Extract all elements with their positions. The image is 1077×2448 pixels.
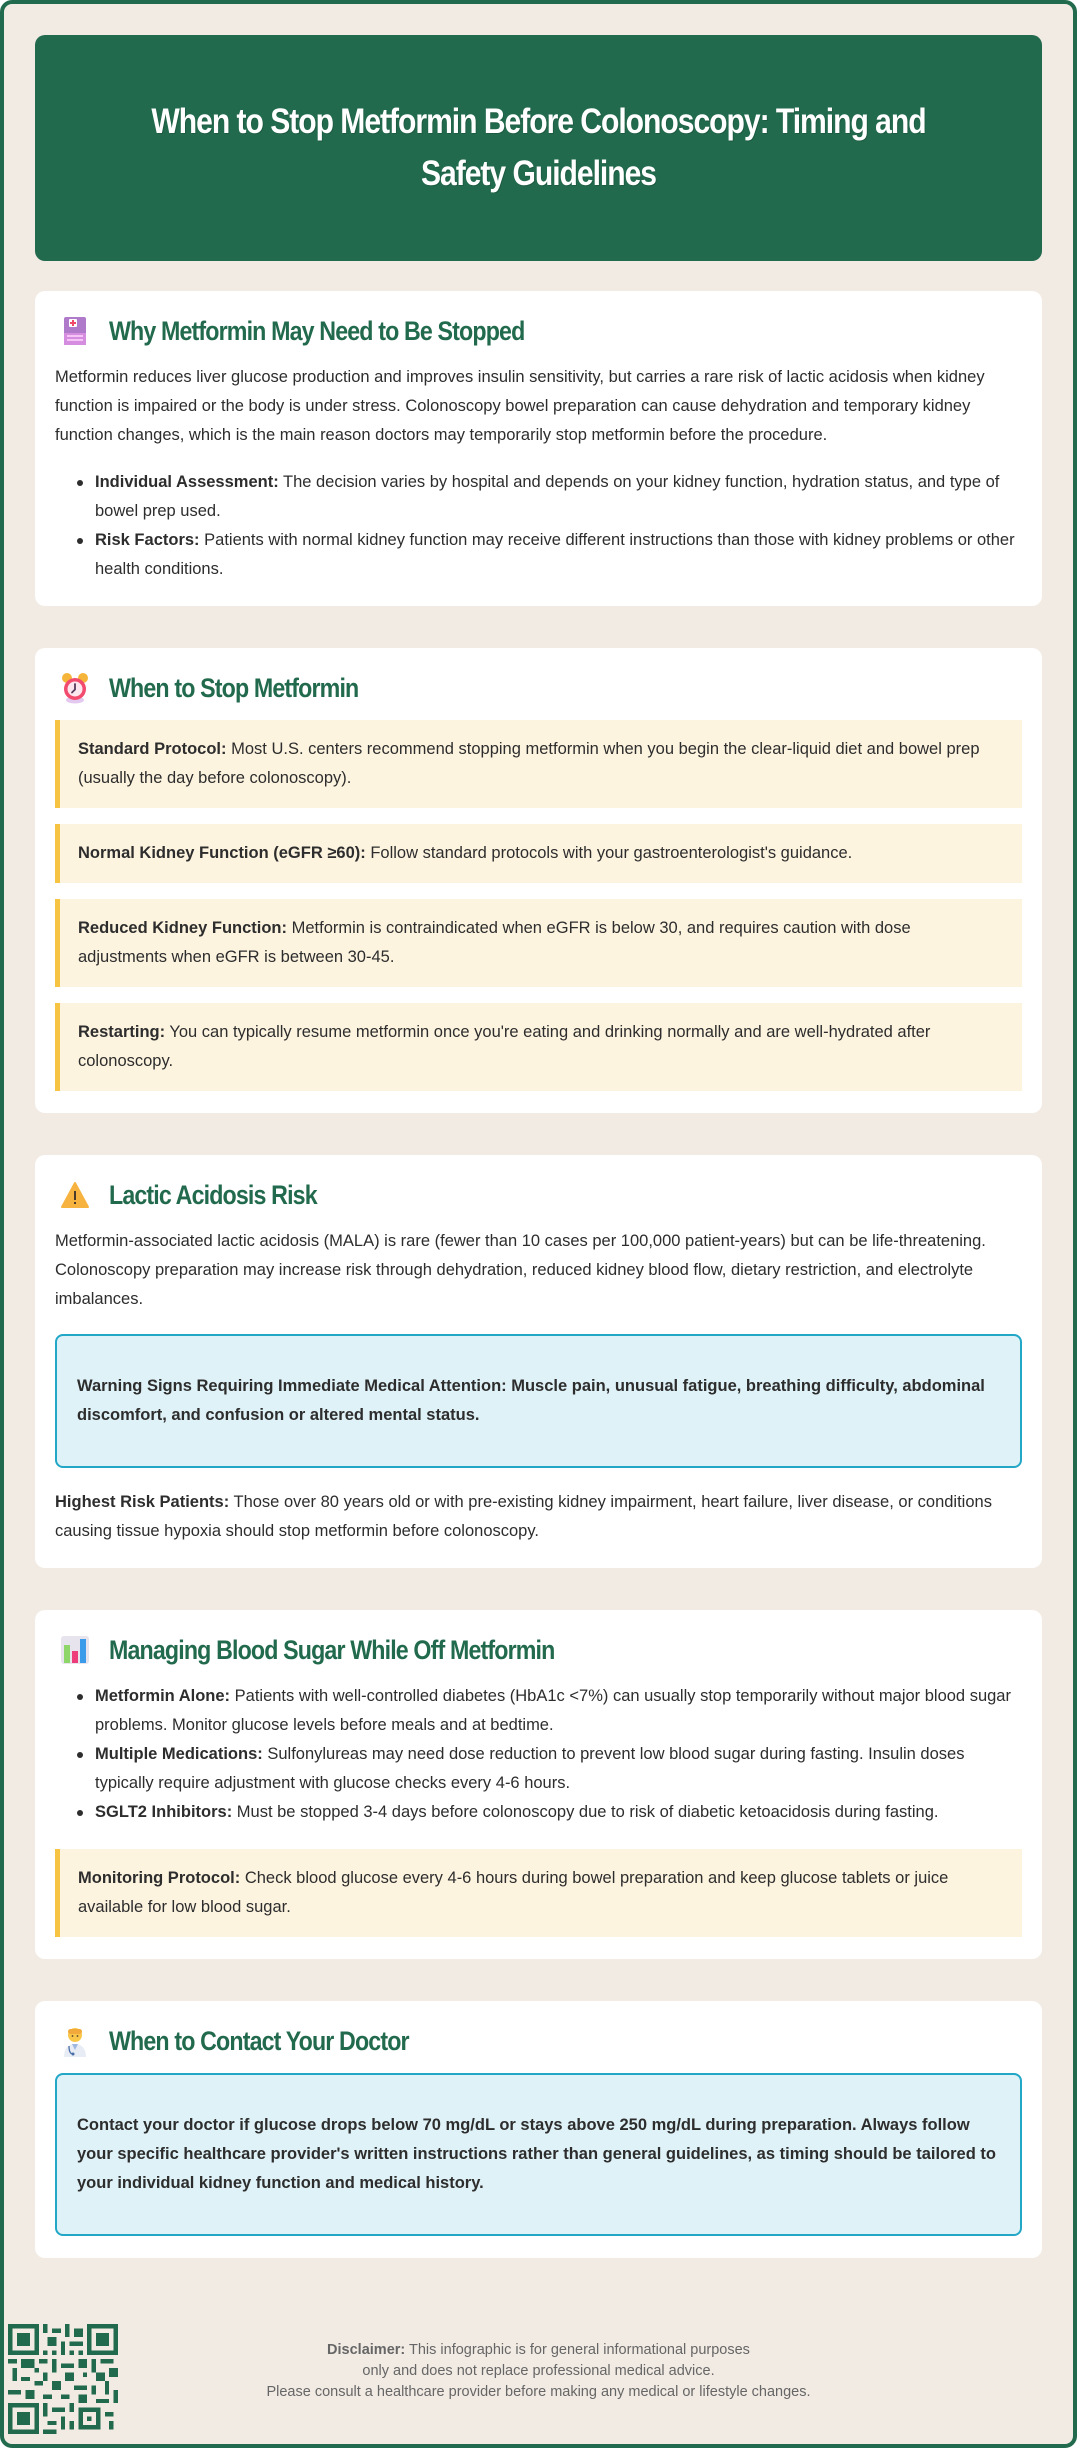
section-contact-doctor [35, 2001, 1042, 2258]
note-text: You can typically resume metformin once you're eating and drinking normally and are well-hydrated after colonoscopy. [78, 1023, 931, 1070]
list-item [95, 468, 1022, 526]
info-note [55, 1003, 1022, 1091]
item-label: Multiple Medications: [95, 1745, 263, 1763]
item-text: Patients with normal kidney function may receive different instructions than those with kidney problems or other health conditions. [95, 531, 1015, 578]
section-title: Managing Blood Sugar While Off Metformin [109, 1634, 555, 1665]
disclaimer [4, 2340, 1073, 2403]
bullet-list [55, 1682, 1022, 1827]
disclaimer-text: This infographic is for general informational purposes [405, 2342, 750, 2358]
disclaimer-line-3: Please consult a healthcare provider before making any medical or lifestyle changes. [266, 2384, 811, 2400]
disclaimer-line-1 [4, 2340, 1073, 2361]
list-item [95, 1682, 1022, 1740]
note-label: Standard Protocol: [78, 740, 227, 758]
section-paragraph: Metformin reduces liver glucose production and improves insulin sensitivity, but carries a rare risk of lactic acidosis when kidney function is impaired or the body is under stress. Colonoscopy bowel preparation can cause dehydration and temporary kidney function changes, which is the main reason doctors may temporarily stop metformin before the procedure. [55, 368, 985, 444]
item-label: Individual Assessment: [95, 473, 279, 491]
contact-alert: Contact your doctor if glucose drops below 70 mg/dL or stays above 250 mg/dL during preparation. Always follow your specific healthcare provider's written instructions rather than general guidelines, as timing should be tailored to your individual kidney function and medical history. [55, 2073, 1022, 2236]
header-banner [35, 35, 1042, 261]
list-item [95, 1740, 1022, 1798]
disclaimer-line-2: only and does not replace professional medical advice. [362, 2363, 715, 2379]
list-item [95, 526, 1022, 584]
info-note [55, 899, 1022, 987]
page-title: When to Stop Metformin Before Colonoscopy: Timing and Safety Guidelines [151, 102, 926, 193]
section-title: Why Metformin May Need to Be Stopped [109, 315, 525, 346]
item-text: Those over 80 years old or with pre-existing kidney impairment, heart failure, liver disease, or conditions causing tissue hypoxia should stop metformin before colonoscopy. [55, 1493, 992, 1540]
bullet-list [55, 468, 1022, 584]
section-paragraph: Metformin-associated lactic acidosis (MALA) is rare (fewer than 10 cases per 100,000 patient-years) but can be life-threatening. Colonoscopy preparation may increase risk through dehydration, reduced kidney blood flow, dietary restriction, and electrolyte imbalances. [55, 1232, 986, 1308]
list-item [95, 1798, 1022, 1827]
hospital-icon [59, 315, 91, 347]
section-when-to-stop [35, 648, 1042, 1113]
alarm-clock-icon [59, 672, 91, 704]
section-title: When to Contact Your Doctor [109, 2025, 409, 2056]
section-header [55, 670, 1022, 706]
item-text: Sulfonylureas may need dose reduction to prevent low blood sugar during fasting. Insulin doses typically require adjustment with glucose checks every 4-6 hours. [95, 1745, 965, 1792]
highest-risk-text [55, 1488, 1022, 1546]
item-label: Metformin Alone: [95, 1687, 231, 1705]
section-lactic-acidosis [35, 1155, 1042, 1568]
warning-icon [59, 1179, 91, 1211]
section-title: Lactic Acidosis Risk [109, 1179, 317, 1210]
info-note [55, 824, 1022, 883]
item-text: The decision varies by hospital and depends on your kidney function, hydration status, and type of bowel prep used. [95, 473, 1000, 520]
footer [4, 2314, 1073, 2444]
section-title: When to Stop Metformin [109, 672, 359, 703]
section-header [55, 1632, 1022, 1668]
section-header [55, 1177, 1022, 1213]
item-text: Must be stopped 3-4 days before colonoscopy due to risk of diabetic ketoacidosis during fasting. [232, 1803, 939, 1821]
note-label: Monitoring Protocol: [78, 1869, 241, 1887]
section-why-stop [35, 291, 1042, 606]
section-blood-sugar [35, 1610, 1042, 1959]
warning-signs-alert: Warning Signs Requiring Immediate Medical Attention: Muscle pain, unusual fatigue, breathing difficulty, abdominal discomfort, and confusion or altered mental status. [55, 1334, 1022, 1468]
disclaimer-label: Disclaimer: [327, 2342, 406, 2358]
note-text: Follow standard protocols with your gastroenterologist's guidance. [365, 844, 853, 862]
item-text: Patients with well-controlled diabetes (HbA1c <7%) can usually stop temporarily without major blood sugar problems. Monitor glucose levels before meals and at bedtime. [95, 1687, 1011, 1734]
note-text: Check blood glucose every 4-6 hours during bowel preparation and keep glucose tablets or juice available for low blood sugar. [78, 1869, 949, 1916]
info-note [55, 720, 1022, 808]
note-text: Metformin is contraindicated when eGFR is below 30, and requires caution with dose adjustments when eGFR is between 30-45. [78, 919, 911, 966]
item-label: Highest Risk Patients: [55, 1493, 230, 1511]
item-label: SGLT2 Inhibitors: [95, 1803, 233, 1821]
note-label: Reduced Kidney Function: [78, 919, 288, 937]
doctor-icon [59, 2025, 91, 2057]
monitoring-note [55, 1849, 1022, 1937]
bar-chart-icon [59, 1634, 91, 1666]
section-header [55, 2023, 1022, 2059]
item-label: Risk Factors: [95, 531, 200, 549]
note-label: Normal Kidney Function (eGFR ≥60): [78, 844, 366, 862]
note-text: Most U.S. centers recommend stopping metformin when you begin the clear-liquid diet and bowel prep (usually the day before colonoscopy). [78, 740, 980, 787]
note-label: Restarting: [78, 1023, 166, 1041]
section-header [55, 313, 1022, 349]
